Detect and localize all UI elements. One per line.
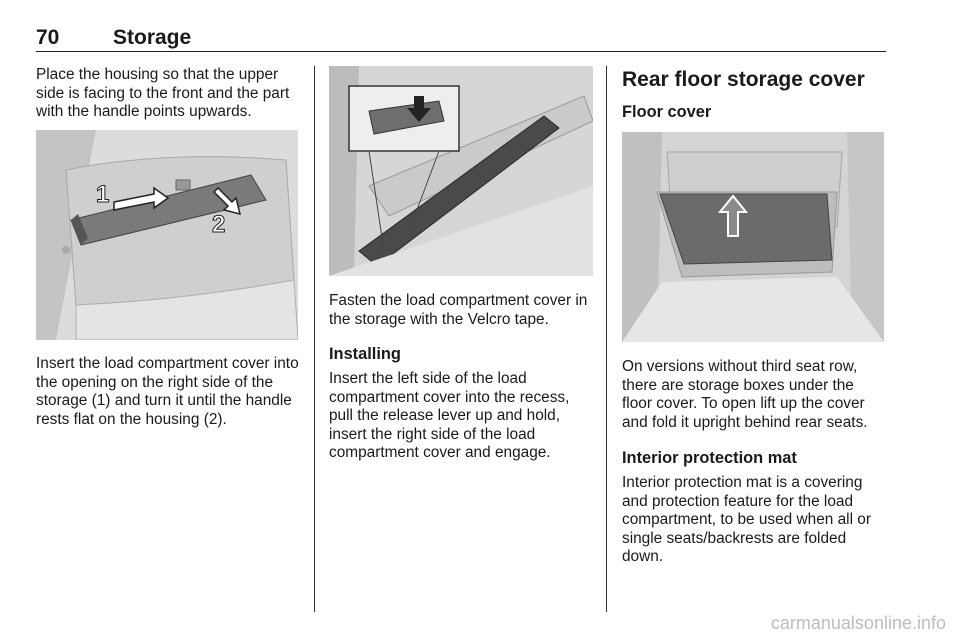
insert-paragraph: Insert the load compartment cover into the opening on the right side of the storage (1) and turn it until the handle rests flat on the housing (2). (36, 355, 299, 428)
protection-mat-paragraph: Interior protection mat is a covering and protection feature for the load compartment, to be used when all or single seats/backrests are folded down. (622, 474, 871, 565)
column-3-body (622, 358, 886, 567)
floor-cover-heading: Floor cover (622, 103, 712, 121)
header-divider (36, 51, 886, 52)
figure-callout-1: 1 (96, 181, 110, 208)
column-1-body (36, 355, 304, 429)
column-divider-1 (314, 66, 315, 612)
velcro-caption: Fasten the load compartment cover in the storage with the Velcro tape. (329, 292, 588, 328)
watermark[interactable]: carmanualsonline.info (770, 613, 946, 633)
page-number: 70 (36, 26, 60, 49)
protection-mat-heading: Interior protection mat (622, 449, 797, 467)
column-3 (622, 68, 886, 122)
floor-cover-paragraph: On versions without third seat row, there are storage boxes under the floor cover. To open lift up the cover and fold it upright behind rear seats. (622, 358, 868, 431)
installing-heading: Installing (329, 345, 401, 363)
intro-paragraph: Place the housing so that the upper side is facing to the front and the part with the handle points upwards. (36, 66, 290, 120)
figure-floor-cover (622, 132, 884, 342)
column-divider-2 (606, 66, 607, 612)
page-header (36, 26, 886, 52)
figure-housing-install (36, 130, 298, 340)
figure-callout-2: 2 (212, 211, 226, 238)
installing-paragraph: Insert the left side of the load compartment cover into the recess, pull the release lever up and hold, insert the right side of the load compartment cover and engage. (329, 370, 570, 461)
column-2 (329, 292, 595, 463)
figure-velcro-fasten (329, 66, 593, 276)
column-1 (36, 66, 304, 122)
section-heading: Rear floor storage cover (622, 68, 865, 91)
section-title: Storage (113, 26, 192, 49)
